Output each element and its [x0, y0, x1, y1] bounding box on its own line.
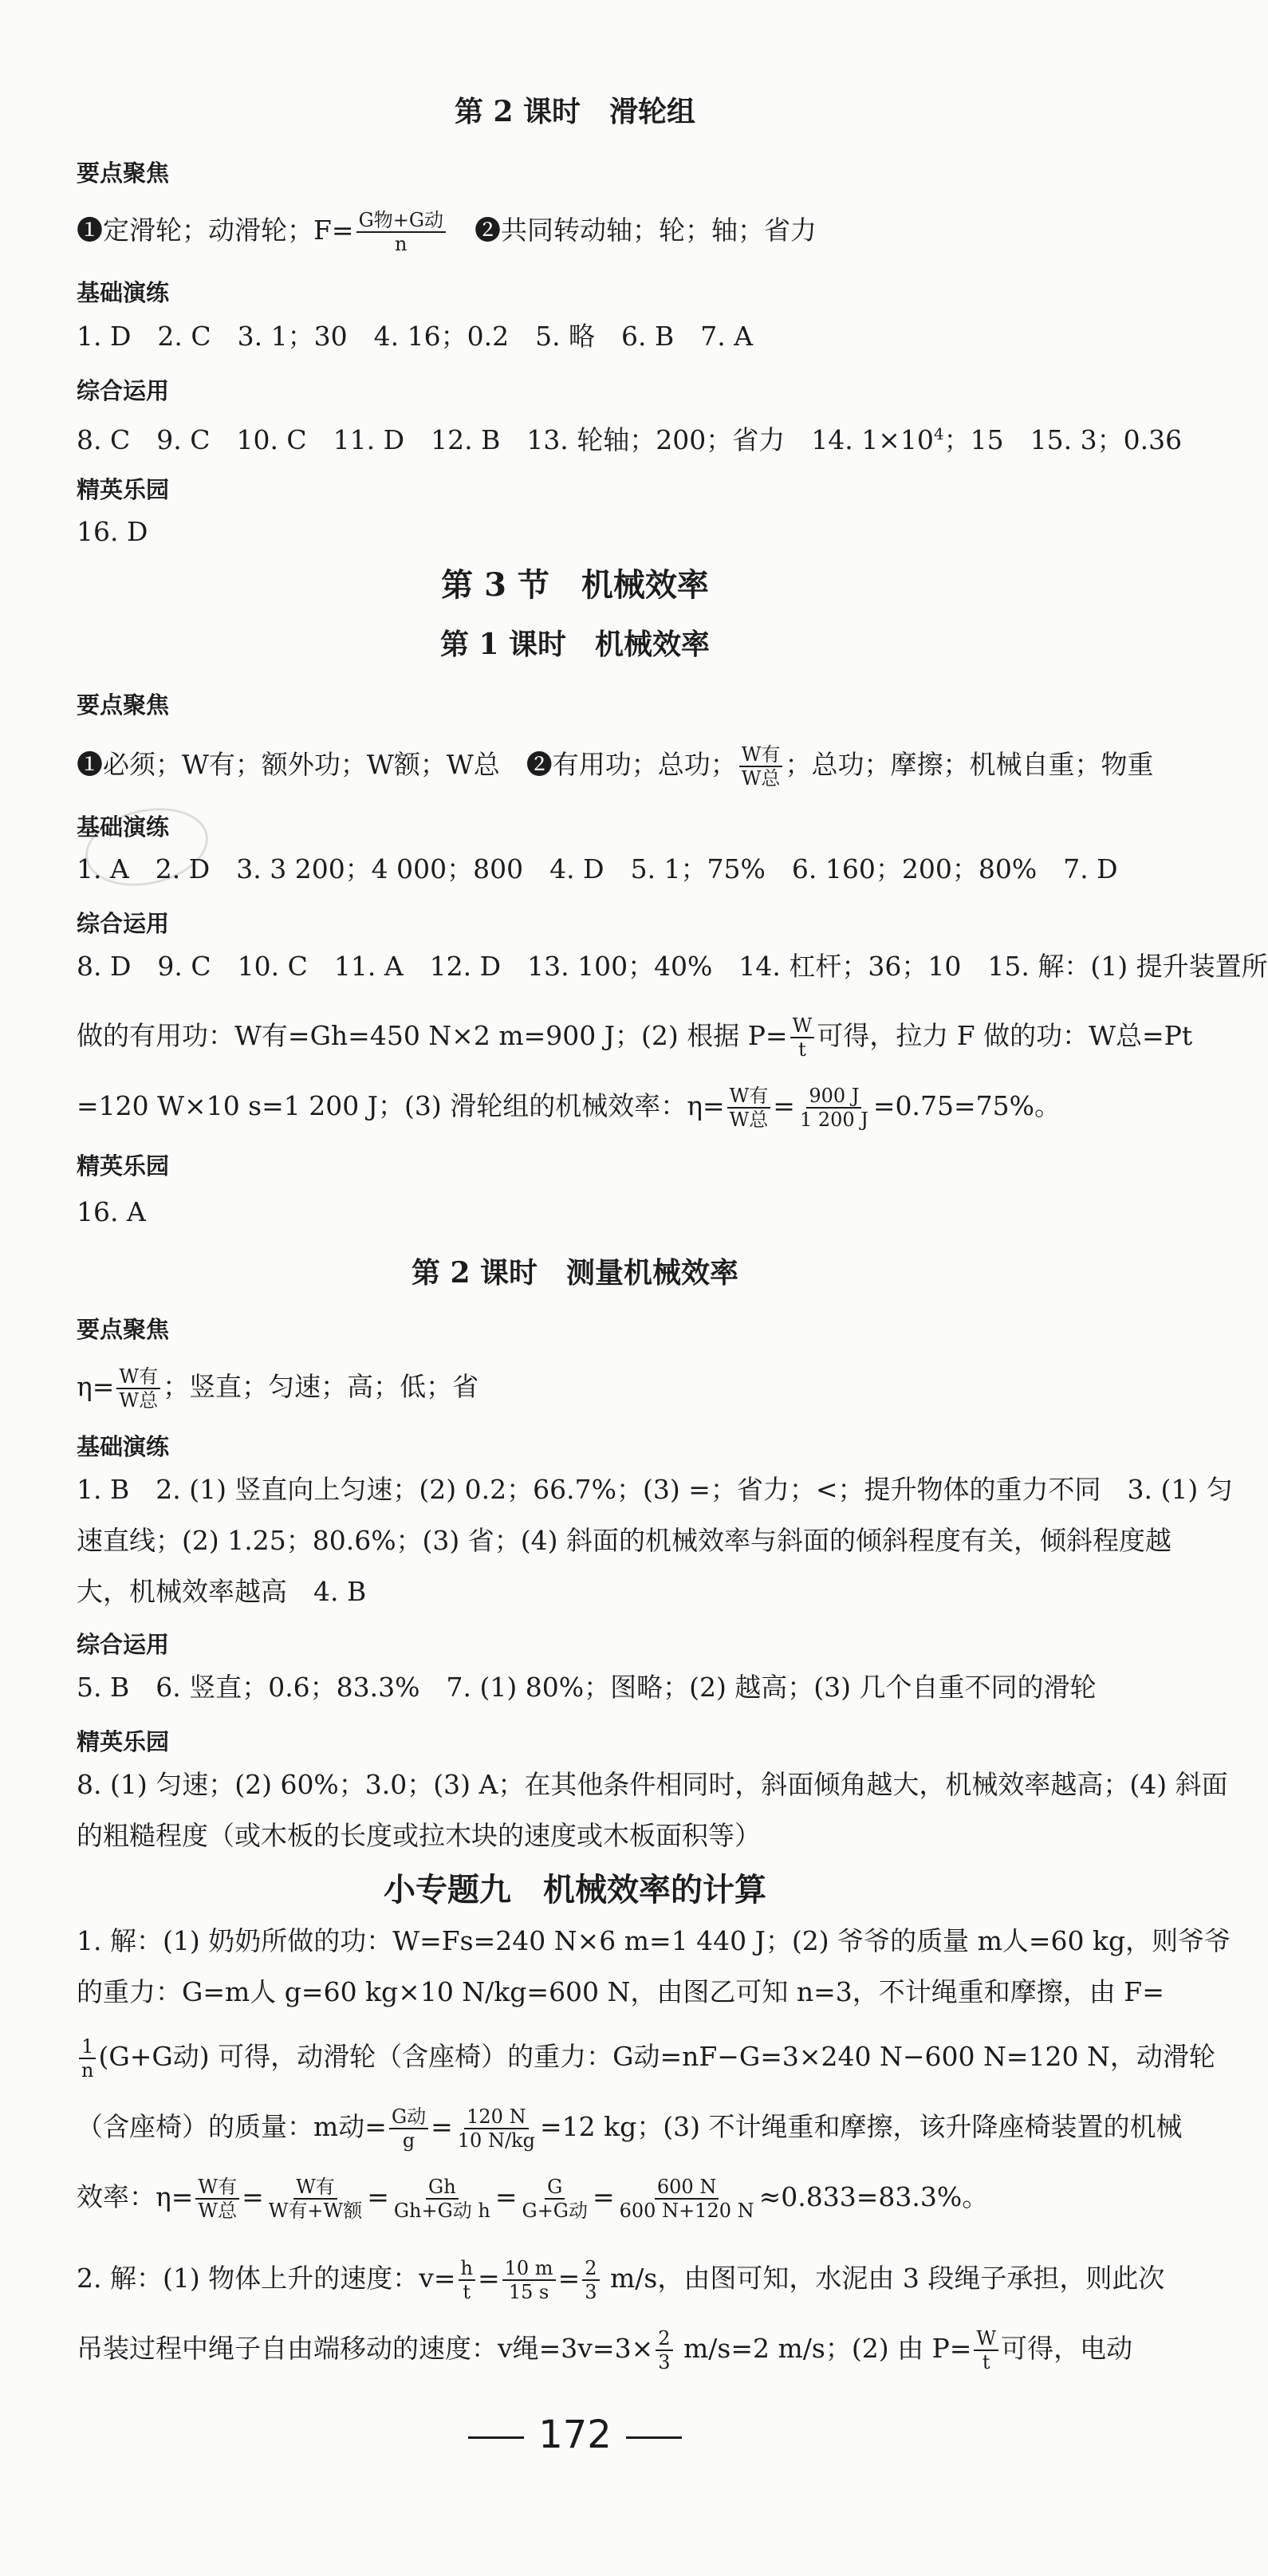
focus-label: 要点聚焦 — [77, 691, 170, 719]
fraction: $\frac{10 m}{15 s}$ — [502, 2257, 556, 2303]
comprehensive-answer-line: =120 W×10 s=1 200 J；(3) 滑轮组的机械效率：η= $\frac{\text{W有}}{\text{W总}}$ = $\frac{900 J}{1 200 J}$ =0.75=75%。 — [77, 1085, 1061, 1131]
elite-answer-line: 8. (1) 匀速；(2) 60%；3.0；(3) A；在其他条件相同时，斜面倾角越大，机械效率越高；(4) 斜面 — [77, 1769, 1228, 1800]
dash-right — [626, 2436, 682, 2439]
lesson-title-measure-efficiency: 第 2 课时 测量机械效率 — [411, 1256, 739, 1290]
equals-sign: = — [494, 2181, 518, 2212]
comprehensive-answer: 8. C 9. C 10. C 11. D 12. B 13. 轮轴；200；省力 14. $1\times 10^4$；15 15. 3；0.36 — [77, 424, 1183, 455]
elite-answer: 16. D — [77, 516, 148, 547]
fraction: $\frac{W}{t}$ — [974, 2327, 998, 2373]
comprehensive-label: 综合运用 — [77, 1631, 170, 1658]
basic-answer: 1. D 2. C 3. 1；30 4. 16；0.2 5. 略 6. B 7. A — [77, 321, 754, 352]
equals-sign: = — [592, 2181, 615, 2212]
elite-label: 精英乐园 — [77, 1152, 170, 1180]
focus-label: 要点聚焦 — [77, 1316, 170, 1343]
q1-line: $\frac{1}{n}$ (G+G动) 可得，动滑轮（含座椅）的重力：G动=nF−G=3×240 N−600 N=120 N，动滑轮 — [77, 2035, 1215, 2082]
fraction: $\frac{\text{W有}}{\text{W总}}$ — [739, 743, 783, 790]
fraction: $\frac{\text{W有}}{\text{W总}}$ — [116, 1365, 160, 1412]
fraction: $\frac{G}{\text{G+G动}}$ — [522, 2176, 588, 2222]
equals-sign: = — [242, 2181, 264, 2212]
basic-answer-line: 大，机械效率越高 4. B — [77, 1576, 367, 1607]
basic-label: 基础演练 — [77, 1433, 170, 1460]
elite-label: 精英乐园 — [77, 476, 170, 503]
focus-answer: ❶定滑轮；动滑轮；F= $\frac{\text{G物+G动}}{n}$ ❷共同转动轴；轮；轴；省力 — [77, 209, 817, 255]
equals-sign: = — [367, 2181, 389, 2212]
focus-answer: η= $\frac{\text{W有}}{\text{W总}}$ ；竖直；匀速；高；低；省 — [77, 1365, 479, 1412]
fraction: $\frac{\text{W有}}{\text{W总}}$ — [195, 2176, 239, 2222]
comprehensive-answer-line: 8. D 9. C 10. C 11. A 12. D 13. 100；40% 14. 杠杆；36；10 15. 解：(1) 提升装置所 — [77, 951, 1268, 982]
comprehensive-answer-line: 做的有用功：W有=Gh=450 N×2 m=900 J；(2) 根据 P= $\frac{W}{t}$ 可得，拉力 F 做的功：W总=Pt — [77, 1014, 1193, 1061]
fraction: $\frac{\text{G动}}{g}$ — [389, 2105, 428, 2152]
fraction: $\frac{600 N}{600 N+120 N}$ — [619, 2176, 754, 2222]
focus-answer: ❶必须；W有；额外功；W额；W总 ❷有用功；总功； $\frac{\text{W有}}{\text{W总}}$ ；总功；摩擦；机械自重；物重 — [77, 743, 1154, 790]
q2-line: 2. 解：(1) 物体上升的速度：v= $\frac{h}{t}$ = $\frac{10 m}{15 s}$ = $\frac{2}{3}$ m/s，由图可知，水泥由 3 段绳子承担，则此次 — [77, 2257, 1165, 2303]
fraction: $\frac{W}{t}$ — [790, 1014, 815, 1061]
fraction: $\frac{Gh}{\text{Gh+G动 h}}$ — [393, 2176, 490, 2222]
basic-label: 基础演练 — [77, 279, 170, 306]
q1-line: 1. 解：(1) 奶奶所做的功：W=Fs=240 N×6 m=1 440 J；(2) 爷爷的质量 m人=60 kg，则爷爷 — [77, 1925, 1231, 1956]
q1-line: 效率：η= $\frac{\text{W有}}{\text{W总}}$ = $\frac{\text{W有}}{\text{W有+W额}}$ = $\frac{Gh}{\text{Gh+G动 h}}$ = $\frac{G}{\text{G+G动}}$ = $\frac{600 N}{600 N+120 N}$ ≈0.833=83.3%。 — [77, 2176, 989, 2222]
basic-label: 基础演练 — [77, 813, 170, 841]
fraction: $\frac{1}{n}$ — [79, 2035, 96, 2082]
fraction: $\frac{120 N}{10 N/kg}$ — [457, 2105, 535, 2152]
fraction: $\frac{900 J}{1 200 J}$ — [799, 1085, 868, 1131]
elite-label: 精英乐园 — [77, 1728, 170, 1755]
fraction: $\frac{\text{W有}}{\text{W有+W额}}$ — [268, 2176, 363, 2222]
elite-answer: 16. A — [77, 1196, 146, 1227]
fraction: $\frac{\text{G物+G动}}{n}$ — [356, 209, 446, 255]
focus-label: 要点聚焦 — [77, 160, 170, 187]
basic-answer: 1. A 2. D 3. 3 200；4 000；800 4. D 5. 1；75% 6. 160；200；80% 7. D — [77, 853, 1118, 884]
dash-left — [468, 2436, 524, 2439]
fraction: $\frac{2}{3}$ — [582, 2257, 599, 2303]
topic-title-efficiency-calculation: 小专题九 机械效率的计算 — [384, 1871, 766, 1908]
fraction: $\frac{\text{W有}}{\text{W总}}$ — [727, 1085, 771, 1131]
fraction: $\frac{h}{t}$ — [459, 2257, 475, 2303]
q1-line: 的重力：G=m人 g=60 kg×10 N/kg=600 N，由图乙可知 n=3，不计绳重和摩擦，由 F= — [77, 1976, 1164, 2007]
comprehensive-label: 综合运用 — [77, 377, 170, 404]
basic-answer-line: 速直线；(2) 1.25；80.6%；(3) 省；(4) 斜面的机械效率与斜面的倾斜程度有关，倾斜程度越 — [77, 1525, 1172, 1556]
page-number: 172 — [77, 2413, 1073, 2457]
fraction: $\frac{2}{3}$ — [656, 2327, 672, 2373]
comprehensive-answer: 5. B 6. 竖直；0.6；83.3% 7. (1) 80%；图略；(2) 越高；(3) 几个自重不同的滑轮 — [77, 1672, 1097, 1703]
elite-answer-line: 的粗糙程度（或木板的长度或拉木块的速度或木板面积等） — [77, 1820, 761, 1851]
lesson-title-efficiency: 第 1 课时 机械效率 — [439, 628, 711, 661]
q2-line: 吊装过程中绳子自由端移动的速度：v绳=3v=3× $\frac{2}{3}$ m/s=2 m/s；(2) 由 P= $\frac{W}{t}$ 可得，电动 — [77, 2327, 1133, 2373]
basic-answer-line: 1. B 2. (1) 竖直向上匀速；(2) 0.2；66.7%；(3) =；省力；<；提升物体的重力不同 3. (1) 匀 — [77, 1474, 1233, 1505]
section-title-efficiency: 第 3 节 机械效率 — [441, 566, 709, 604]
lesson-title-pulley-block: 第 2 课时 滑轮组 — [454, 95, 696, 128]
answer-page — [77, 0, 1268, 2576]
q1-line: （含座椅）的质量：m动= $\frac{\text{G动}}{g}$ = $\frac{120 N}{10 N/kg}$ =12 kg；(3) 不计绳重和摩擦，该升降座椅装置的机械 — [77, 2105, 1183, 2152]
comprehensive-label: 综合运用 — [77, 910, 170, 937]
